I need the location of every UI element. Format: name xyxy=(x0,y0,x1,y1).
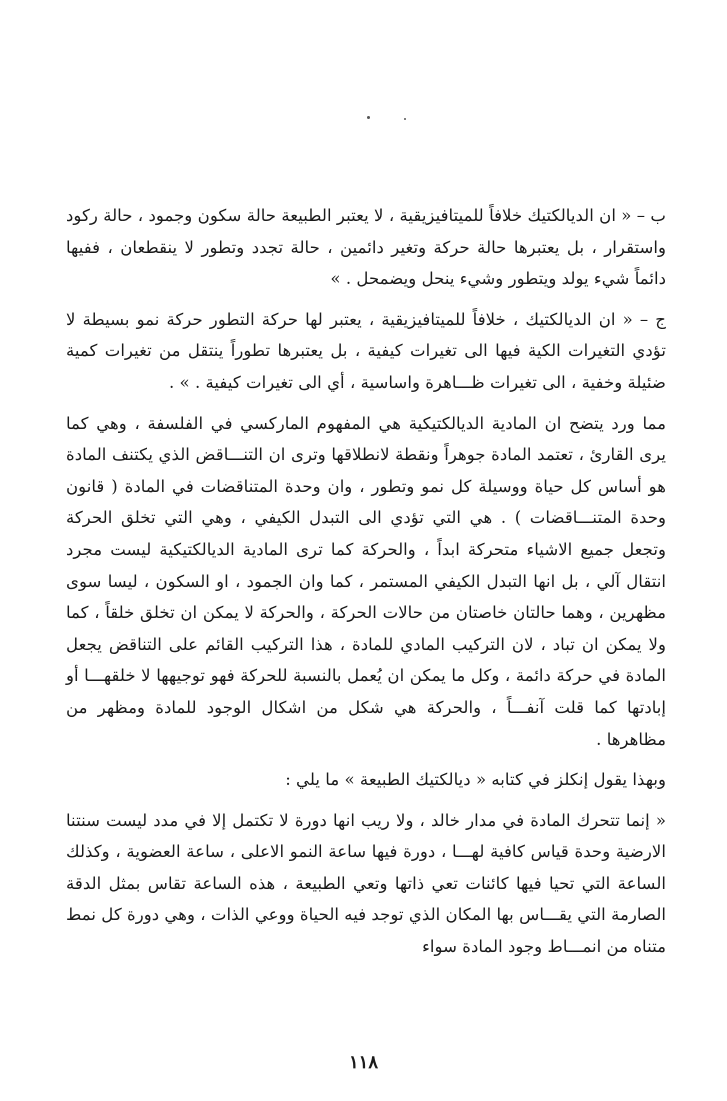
list-item-j: ج – « ان الديالكتيك ، خلافاً للميتافيزيقية ، يعتبر لها حركة التطور حركة نمو بسيطة لا تؤدي التغيرات الكية فيها الى تغيرات كيفية ، بل يعتبرها تطوراً ينتقل من تغيرات كمية ضئيلة وخفية ، الى تغيرات ظـــاهرة واساسية ، أي الى تغيرات كيفية . » . xyxy=(66,309,666,392)
paragraph-dialectical-materialism: مما ورد يتضح ان المادية الديالكتيكية هي المفهوم الماركسي في الفلسفة ، وهي كما يرى القارئ ، تعتمد المادة جوهراً ونقطة لانطلاقها وترى ان التنـــاقض الذي يكتنف المادة هو أساس كل حياة ووسيلة كل نمو وتطور ، وان وحدة المتناقضات في المادة ( قانون وحدة المتنـــاقضات ) . هي التي تؤدي الى التبدل الكيفي ، وهي التي تخلق الحركة وتجعل جميع الاشياء متحركة ابداً ، والحركة كما ترى المادية الديالكتيكية ليست مجرد انتقال آلي ، بل انها التبدل الكيفي المستمر ، كما وان الجمود ، او السكون ، ليسا سوى مظهرين ، وهما حالتان خاصتان من حالات الحركة ، والحركة لا يمكن ان تخلق خلقاً ، كما ولا يمكن ان تباد ، لان التركيب المادي للمادة ، هذا التركيب القائم على التناقض يجعل المادة في حركة دائمة ، وكل ما يمكن ان يُعمل بالنسبة للحركة فهو توجيهها لا خلقهـــا أو إبادتها كما قلت آنفـــاً ، والحركة هي شكل من اشكال الوجود للمادة ومظهر من مظاهرها . xyxy=(66,413,666,749)
list-item-b: ب – « ان الديالكتيك خلافاً للميتافيزيقية ، لا يعتبر الطبيعة حالة سكون وجمود ، حالة ركود واستقرار ، بل يعتبرها حالة حركة وتغير دائمين ، حالة تجدد وتطور لا ينقطعان ، ففيها دائماً شيء يولد ويتطور وشيء ينحل ويضمحل . » xyxy=(66,206,666,289)
paragraph-engels-intro: وبهذا يقول إنكلز في كتابه « ديالكتيك الطبيعة » ما يلي : xyxy=(285,770,666,790)
scan-speck xyxy=(367,116,370,119)
body-text xyxy=(66,200,666,963)
paragraph-engels-quote: « إنما تتحرك المادة في مدار خالد ، ولا ريب انها دورة لا تكتمل إلا في مدد ليست سنتنا الارضية وحدة قياس كافية لهـــا ، دورة فيها ساعة النمو الاعلى ، ساعة العضوية ، وكذلك الساعة التي تحيا فيها كائنات تعي ذاتها وتعي الطبيعة ، هذه الساعة تقاس بمثل الدقة الصارمة التي يقـــاس بها المكان الذي توجد فيه الحياة ووعي الذات ، وهي دورة كل نمط متناه من انمـــاط وجود المادة سواء xyxy=(66,810,666,957)
page-number: ١١٨ xyxy=(348,1052,378,1073)
scan-speck xyxy=(404,118,406,120)
